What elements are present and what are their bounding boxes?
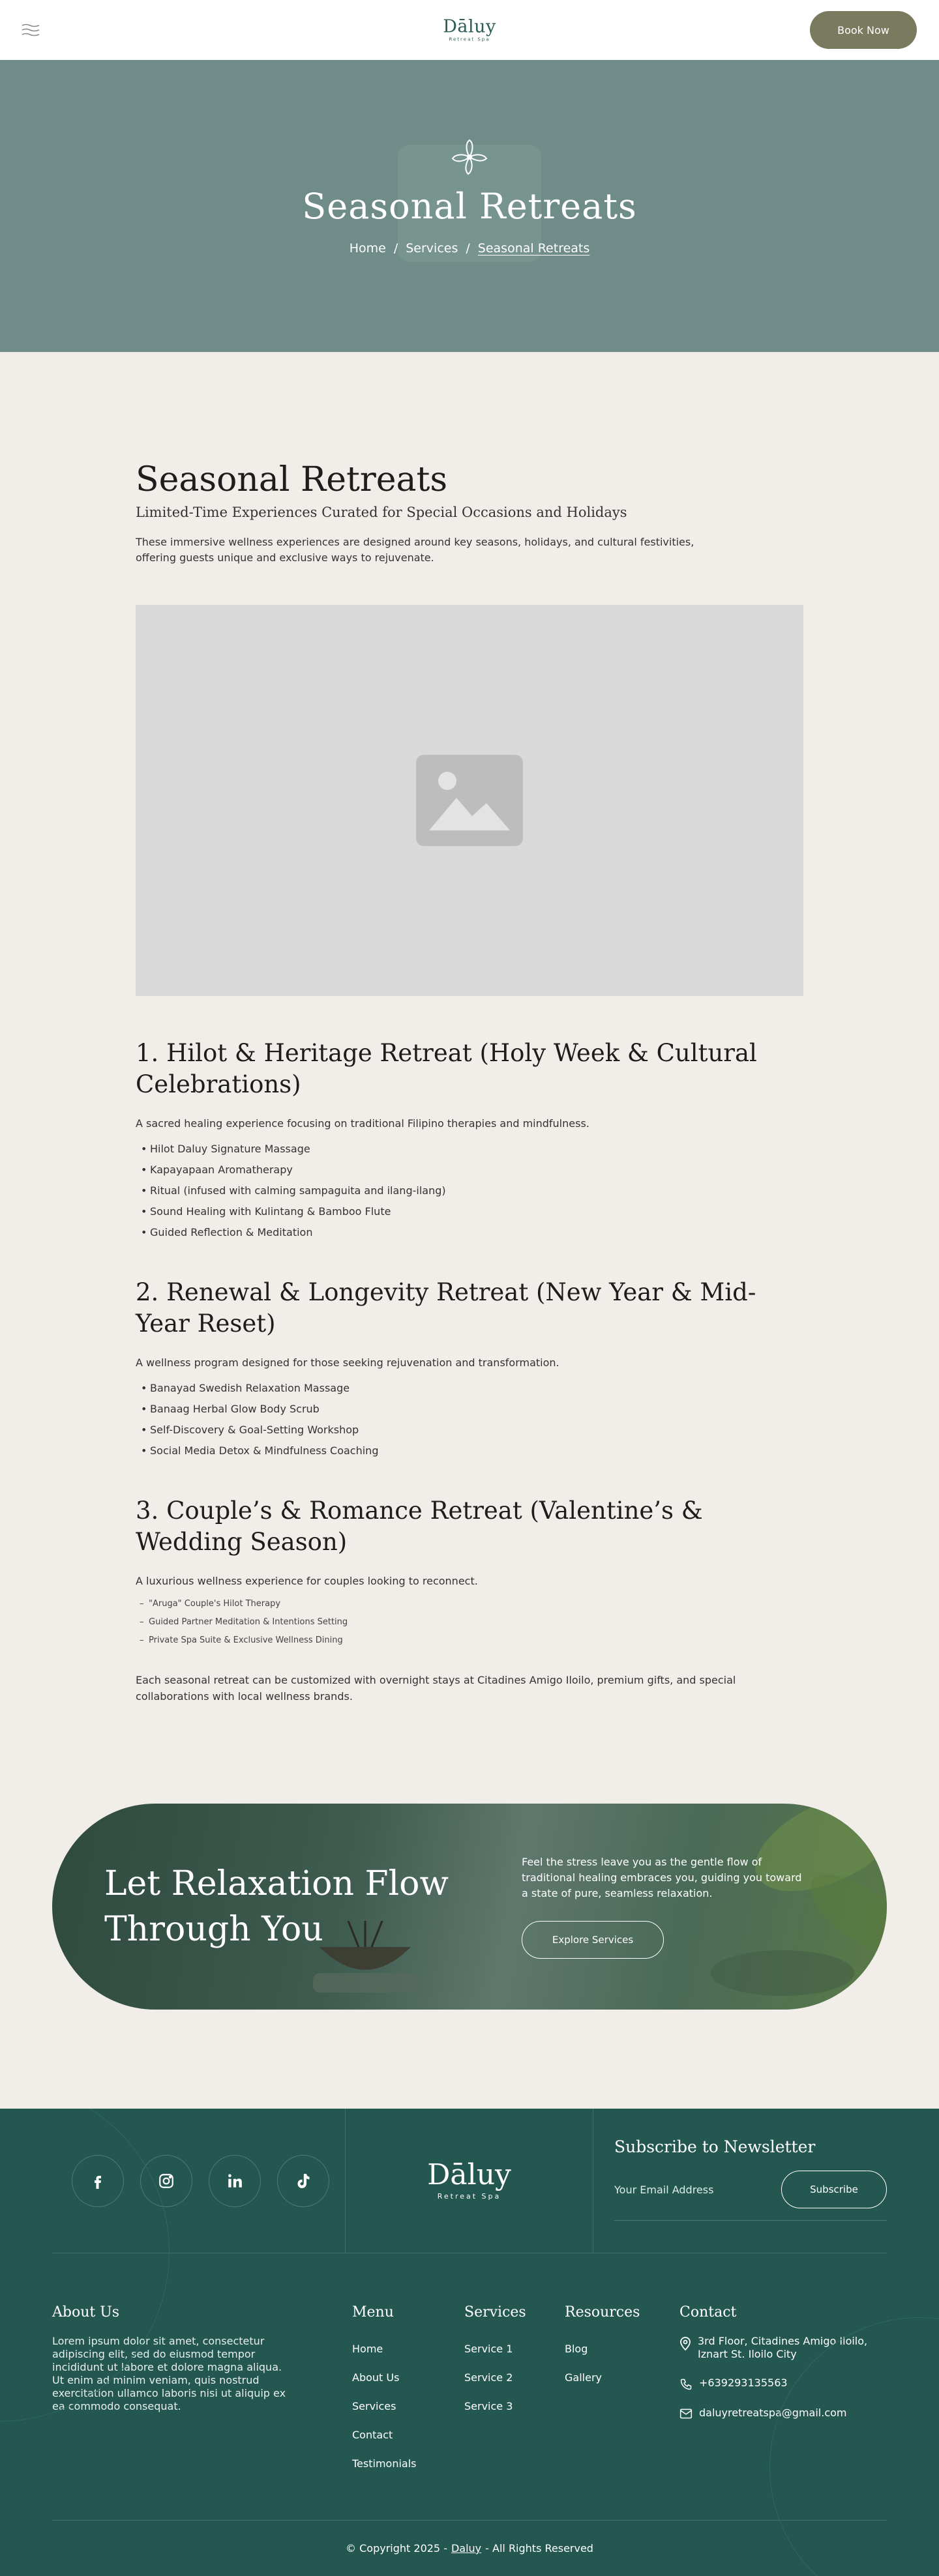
list-item: • Hilot Daluy Signature Massage xyxy=(136,1139,803,1160)
location-pin-icon xyxy=(679,2336,691,2350)
site-header xyxy=(0,0,939,60)
copyright-prefix: © Copyright 2025 - xyxy=(346,2542,447,2554)
breadcrumb-separator: / xyxy=(393,241,398,256)
footer-link-service-3[interactable]: Service 3 xyxy=(464,2400,513,2412)
menu-column xyxy=(352,2304,464,2470)
email-text: daluyretreatspa@gmail.com xyxy=(699,2407,847,2419)
address-text: 3rd Floor, Citadines Amigo Iloilo, Iznart St. Iloilo City xyxy=(698,2335,868,2360)
tiktok-icon[interactable] xyxy=(277,2155,329,2207)
header-logo[interactable] xyxy=(443,18,496,42)
newsletter xyxy=(593,2109,887,2253)
list-item: • Banayad Swedish Relaxation Massage xyxy=(136,1378,803,1399)
phone-icon xyxy=(679,2378,693,2391)
retreat-image xyxy=(136,605,803,996)
email-input[interactable] xyxy=(614,2184,745,2196)
newsletter-title: Subscribe to Newsletter xyxy=(614,2137,816,2156)
copyright-suffix: - All Rights Reserved xyxy=(485,2542,593,2554)
menu-icon[interactable] xyxy=(20,19,42,41)
footer-columns xyxy=(52,2304,887,2470)
section-title-renewal: 2. Renewal & Longevity Retreat (New Year & Mid-Year Reset) xyxy=(136,1278,756,1338)
phone-text: +639293135563 xyxy=(699,2377,788,2389)
section-desc: A luxurious wellness experience for couples looking to reconnect. xyxy=(136,1575,478,1587)
footer-top xyxy=(52,2109,887,2253)
banner-title: Let Relaxation Flow Through You xyxy=(104,1864,449,1949)
resources-column xyxy=(565,2304,679,2467)
bullet-list xyxy=(136,1378,803,1461)
footer-link-about[interactable]: About Us xyxy=(352,2371,400,2384)
linkedin-icon[interactable] xyxy=(209,2155,261,2207)
footer-logo-word: Dāluy xyxy=(427,2158,511,2191)
breadcrumb-current[interactable]: Seasonal Retreats xyxy=(477,241,590,256)
copyright-brand-link[interactable]: Daluy xyxy=(451,2542,482,2554)
logo-subtitle: Retreat Spa xyxy=(449,37,490,42)
list-item: • Banaag Herbal Glow Body Scrub xyxy=(136,1399,803,1420)
section-desc: A wellness program designed for those seeking rejuvenation and transformation. xyxy=(136,1356,559,1369)
page-subtitle: Limited-Time Experiences Curated for Special Occasions and Holidays xyxy=(136,505,627,520)
flower-icon xyxy=(449,138,490,179)
list-item: • Social Media Detox & Mindfulness Coaching xyxy=(136,1441,803,1461)
copyright-bar xyxy=(52,2520,887,2576)
breadcrumb xyxy=(350,241,590,256)
services-column xyxy=(464,2304,565,2467)
logo-word: Dāluy xyxy=(443,16,496,37)
book-now-button[interactable]: Book Now xyxy=(810,11,917,49)
intro-text: These immersive wellness experiences are designed around key seasons, holidays, and cultural festivities, offering guests unique and exclusive ways to rejuvenate. xyxy=(136,536,694,564)
bullet-list xyxy=(136,1139,803,1243)
section-title-hilot: 1. Hilot & Heritage Retreat (Holy Week & Cultural Celebrations) xyxy=(136,1039,757,1098)
breadcrumb-separator: / xyxy=(466,241,470,256)
menu-title: Menu xyxy=(352,2304,394,2320)
about-title: About Us xyxy=(52,2304,120,2320)
list-item: • Self-Discovery & Goal-Setting Workshop xyxy=(136,1420,803,1441)
closing-text: Each seasonal retreat can be customized with overnight stays at Citadines Amigo Iloilo, premium gifts, and special collaborations with local wellness brands. xyxy=(136,1674,736,1703)
resources-title: Resources xyxy=(565,2304,640,2320)
footer-link-services[interactable]: Services xyxy=(352,2400,396,2412)
footer-link-home[interactable]: Home xyxy=(352,2343,383,2355)
image-icon xyxy=(416,755,523,846)
list-item: • Kapayapaan Aromatherapy xyxy=(136,1160,803,1180)
breadcrumb-home[interactable]: Home xyxy=(349,241,386,256)
footer-link-gallery[interactable]: Gallery xyxy=(565,2371,602,2384)
hero-banner xyxy=(0,60,939,352)
section-title-couples: 3. Couple’s & Romance Retreat (Valentine’s & Wedding Season) xyxy=(136,1497,703,1556)
list-item: • Ritual (infused with calming sampaguita and ilang-ilang) xyxy=(136,1180,803,1201)
section-desc: A sacred healing experience focusing on traditional Filipino therapies and mindfulness. xyxy=(136,1117,589,1130)
services-title: Services xyxy=(464,2304,526,2320)
newsletter-form xyxy=(614,2171,887,2221)
site-footer xyxy=(0,2109,939,2576)
page-title: Seasonal Retreats xyxy=(136,460,448,499)
explore-services-button[interactable]: Explore Services xyxy=(522,1921,664,1959)
footer-link-service-1[interactable]: Service 1 xyxy=(464,2343,513,2355)
mail-icon xyxy=(679,2408,693,2420)
list-item: • Sound Healing with Kulintang & Bamboo Flute xyxy=(136,1201,803,1222)
dash-list xyxy=(136,1595,803,1650)
subscribe-button[interactable]: Subscribe xyxy=(781,2171,887,2208)
footer-logo[interactable] xyxy=(346,2109,593,2253)
footer-link-testimonials[interactable]: Testimonials xyxy=(352,2457,417,2470)
hero-title: Seasonal Retreats xyxy=(302,185,637,227)
banner-text: Feel the stress leave you as the gentle flow of traditional healing embraces you, guiding you toward a state of pure, seamless relaxation. xyxy=(522,1856,802,1899)
footer-link-service-2[interactable]: Service 2 xyxy=(464,2371,513,2384)
list-item: • Guided Reflection & Meditation xyxy=(136,1222,803,1243)
list-item: – "Aruga" Couple's Hilot Therapy xyxy=(136,1595,803,1613)
relaxation-banner xyxy=(52,1804,887,2010)
footer-link-blog[interactable]: Blog xyxy=(565,2343,588,2355)
breadcrumb-services[interactable]: Services xyxy=(406,241,458,256)
about-text: Lorem ipsum dolor sit amet, consectetur adipiscing elit, sed do eiusmod tempor incididunt ut labore et dolore magna aliqua. Ut enim ad minim veniam, quis nostrud exercitation ullamco laboris nisi ut aliquip ex ea commodo consequat. xyxy=(52,2335,286,2412)
footer-logo-subtitle: Retreat Spa xyxy=(437,2192,501,2201)
main-content xyxy=(136,352,803,1705)
list-item: – Guided Partner Meditation & Intentions Setting xyxy=(136,1613,803,1632)
contact-title: Contact xyxy=(679,2304,737,2320)
list-item: – Private Spa Suite & Exclusive Wellness Dining xyxy=(136,1632,803,1650)
footer-link-contact[interactable]: Contact xyxy=(352,2429,393,2441)
banner-content xyxy=(522,1854,809,1959)
